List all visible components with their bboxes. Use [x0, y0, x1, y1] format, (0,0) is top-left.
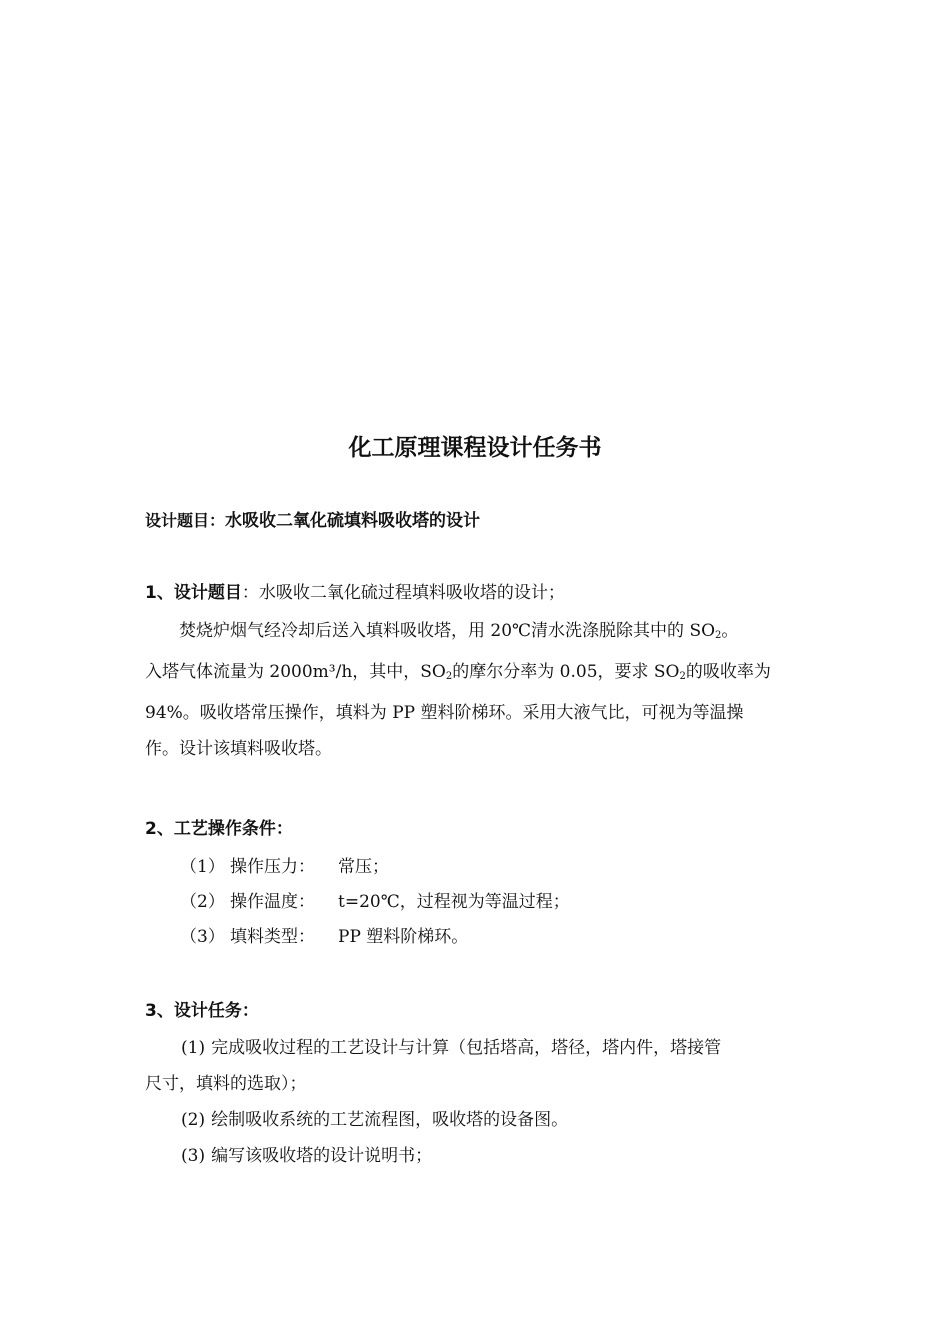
task-item — [145, 1138, 810, 1174]
p1-text: 焚烧炉烟气经冷却后送入填料吸收塔，用 20℃清水洗涤脱除其中的 SO — [179, 621, 716, 641]
condition-value: 常压； — [338, 857, 389, 877]
task-text: 编写该吸收塔的设计说明书； — [211, 1146, 433, 1166]
task-text: 绘制吸收系统的工艺流程图，吸收塔的设备图。 — [211, 1110, 569, 1130]
section-3-heading: 3、设计任务： — [145, 1001, 259, 1021]
condition-label: 操作压力： — [230, 857, 315, 877]
p2-subscript: 2 — [445, 671, 453, 682]
task-item — [145, 1102, 810, 1138]
section-1-heading-label: 1、设计题目 — [145, 583, 242, 603]
p1-end: 。 — [721, 621, 739, 641]
condition-item — [145, 920, 810, 955]
condition-item — [145, 850, 810, 885]
design-subject — [145, 508, 810, 534]
task-text: 完成吸收过程的工艺设计与计算（包括塔高，塔径，塔内件，塔接管 — [211, 1038, 722, 1058]
section-2-heading: 2、工艺操作条件： — [145, 819, 293, 839]
section-1-paragraph-line-1 — [145, 613, 810, 654]
section-1-paragraph-line-4: 作。设计该填料吸收塔。 — [145, 739, 332, 759]
section-3 — [145, 996, 810, 1174]
p2c-text: 的吸收率为 — [685, 662, 771, 682]
condition-number: （3） — [180, 927, 225, 947]
section-1-heading — [145, 578, 810, 608]
task-number: (3) — [181, 1146, 206, 1166]
task-number: (2) — [181, 1110, 206, 1130]
condition-label: 填料类型： — [230, 927, 315, 947]
design-subject-label: 设计题目： — [145, 511, 226, 530]
section-1-heading-value: 水吸收二氧化硫过程填料吸收塔的设计； — [258, 583, 565, 603]
task-item-continuation — [145, 1066, 810, 1102]
condition-value: t=20℃，过程视为等温过程； — [338, 892, 570, 912]
section-1 — [145, 578, 810, 767]
condition-item — [145, 885, 810, 920]
condition-number: （1） — [180, 857, 225, 877]
condition-value: PP 塑料阶梯环。 — [338, 927, 469, 947]
design-subject-value: 水吸收二氧化硫填料吸收塔的设计 — [225, 511, 481, 531]
p2b-text: 的摩尔分率为 0.05，要求 SO — [452, 662, 680, 682]
p1-subscript: 2 — [715, 630, 722, 641]
task-item — [145, 1030, 810, 1066]
task-text: 尺寸，填料的选取）； — [145, 1074, 307, 1094]
condition-number: （2） — [180, 892, 225, 912]
p2a-text: 入塔气体流量为 2000m³/h，其中，SO — [145, 662, 446, 682]
section-2 — [145, 814, 810, 955]
task-number: (1) — [181, 1038, 206, 1058]
section-1-paragraph-line-3: 94%。吸收塔常压操作，填料为 PP 塑料阶梯环。采用大液气比，可视为等温操 — [145, 703, 744, 723]
condition-label: 操作温度： — [230, 892, 315, 912]
section-1-paragraph-line-2 — [145, 654, 810, 695]
document-title: 化工原理课程设计任务书 — [348, 435, 602, 461]
section-1-colon: ： — [241, 583, 259, 603]
p2-subscript-2: 2 — [679, 671, 686, 682]
